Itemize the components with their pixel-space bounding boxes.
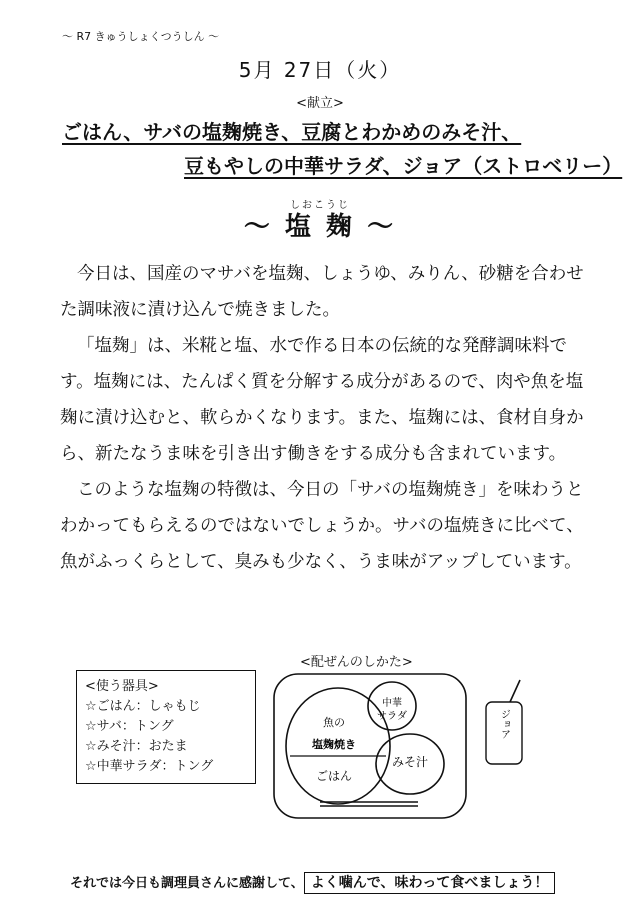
- newsletter-title: ～ R7 きゅうしょくつうしん ～: [62, 30, 220, 43]
- menu-label: <献立>: [296, 96, 344, 111]
- utensil-item: ☆サバ：トング: [85, 719, 174, 734]
- menu-line-1: ごはん、サバの塩麹焼き、豆腐とわかめのみそ汁、: [62, 120, 522, 144]
- topic-title: ～ 塩 麹 ～: [243, 212, 397, 242]
- closing-plain: それでは今日も調理員さんに感謝して、: [70, 876, 304, 891]
- closing-message: [70, 872, 555, 892]
- salad-label: 中華: [382, 698, 402, 709]
- paragraph-1: 今日は、国産のマサバを塩麹、しょうゆ、みりん、砂糖を合わせた調味液に漬け込んで焼きました。: [60, 264, 584, 320]
- utensil-item: ☆みそ汁：おたま: [85, 739, 188, 754]
- topic-ruby: しおこうじ: [290, 200, 350, 211]
- fish-label: 魚の: [323, 716, 345, 729]
- soup-label: みそ汁: [391, 755, 429, 769]
- tray-diagram: [268, 666, 568, 832]
- article-body: [60, 256, 590, 580]
- utensils-box: [76, 670, 256, 784]
- closing-boxed: よく噛んで、味わって食べましょう！: [304, 872, 556, 894]
- paragraph-2: 「塩麹」は、米糀と塩、水で作る日本の伝統的な発酵調味料です。塩麹には、たんぱく質を分解する成分があるので、肉や魚を塩麹に漬け込むと、軟らかくなります。また、塩麹には、食材自身から、新たなうま味を引き出す働きをする成分も含まれています。: [60, 336, 584, 464]
- rice-label: ごはん: [315, 769, 353, 783]
- drink-label: ジョア: [498, 709, 510, 739]
- fish-label-2: 塩麹焼き: [312, 738, 356, 751]
- drink-carton-icon: [486, 680, 522, 764]
- paragraph-3: このような塩麹の特徴は、今日の「サバの塩麹焼き」を味わうとわかってもらえるのではないでしょうか。サバの塩焼きに比べて、魚がふっくらとして、臭みも少なく、うま味がアップしています。: [60, 480, 584, 572]
- salad-label-2: サラダ: [377, 711, 407, 722]
- utensil-item: ☆中華サラダ：トング: [85, 759, 214, 774]
- utensils-title: <使う器具>: [85, 679, 159, 694]
- menu-line-2: 豆もやしの中華サラダ、ジョア（ストロベリー）: [184, 154, 623, 178]
- date-heading: 5月 27日（火）: [238, 58, 402, 82]
- serving-guide-title: <配ぜんのしかた>: [300, 655, 413, 670]
- utensil-item: ☆ごはん：しゃもじ: [85, 699, 201, 714]
